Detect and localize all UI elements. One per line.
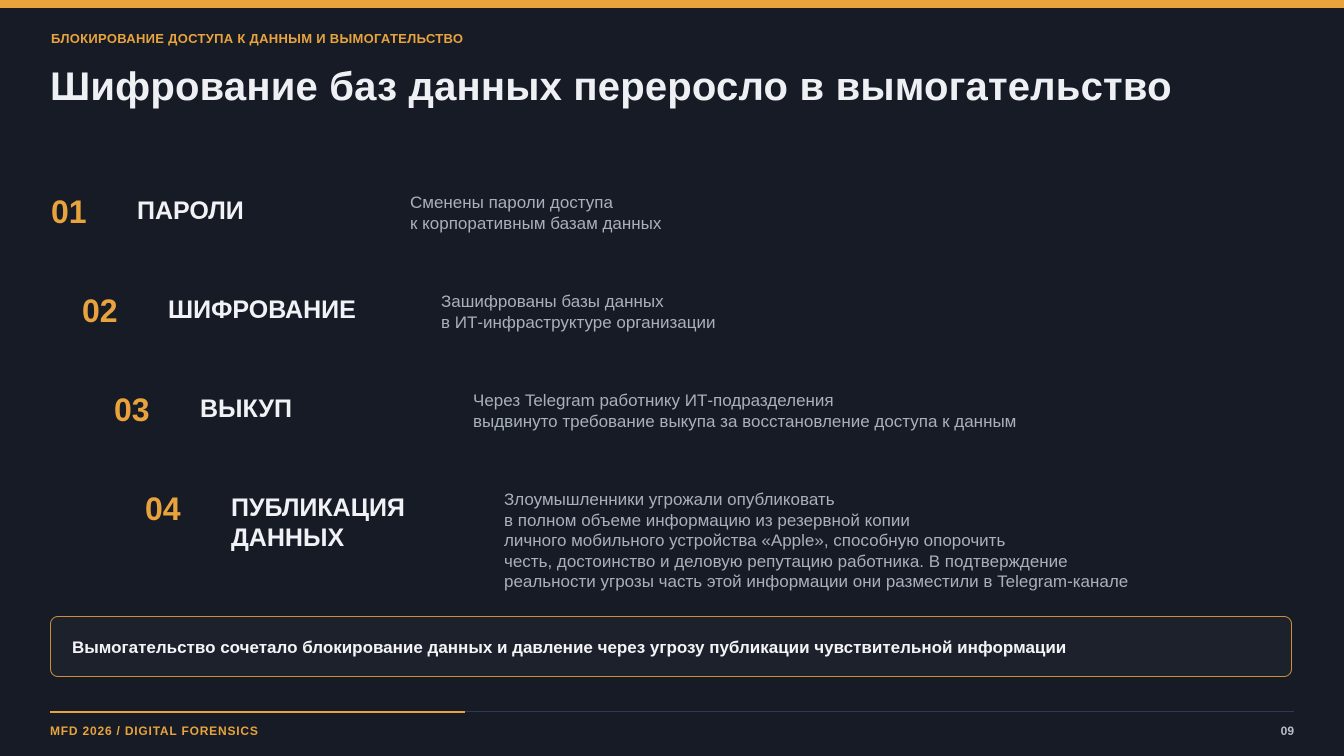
summary-callout (50, 616, 1292, 677)
step-number: 04 (145, 491, 181, 527)
step-label: ПУБЛИКАЦИЯ ДАННЫХ (231, 494, 405, 552)
callout-text: Вымогательство сочетало блокирование данных и давление через угрозу публикации чувствительной информации (72, 638, 1067, 657)
step-label: ВЫКУП (200, 395, 292, 423)
step-label: ПАРОЛИ (137, 197, 244, 225)
step-description: Сменены пароли доступа к корпоративным базам данных (410, 193, 662, 233)
slide-title: Шифрование баз данных переросло в вымогательство (50, 65, 1172, 109)
top-accent-bar (0, 0, 1344, 8)
section-kicker: БЛОКИРОВАНИЕ ДОСТУПА К ДАННЫМ И ВЫМОГАТЕЛЬСТВО (51, 31, 464, 46)
page-number: 09 (1280, 724, 1294, 738)
step-label: ШИФРОВАНИЕ (168, 296, 356, 324)
slide (0, 8, 1344, 756)
step-number: 01 (51, 194, 87, 230)
step-number: 02 (82, 293, 118, 329)
footer-progress-accent (50, 711, 465, 713)
step-description: Через Telegram работнику ИТ-подразделения выдвинуто требование выкупа за восстановление доступа к данным (473, 391, 1017, 431)
step-description: Злоумышленники угрожали опубликовать в полном объеме информацию из резервной копии личного мобильного устройства «Apple», способную опорочить честь, достоинство и деловую репутацию работника. В подтверждение реальности угрозы часть этой информации они разместили в Telegram-канале (504, 490, 1129, 591)
footer-event-label: MFD 2026 / DIGITAL FORENSICS (50, 724, 259, 738)
step-description: Зашифрованы базы данных в ИТ-инфраструктуре организации (441, 292, 716, 332)
step-number: 03 (114, 392, 150, 428)
